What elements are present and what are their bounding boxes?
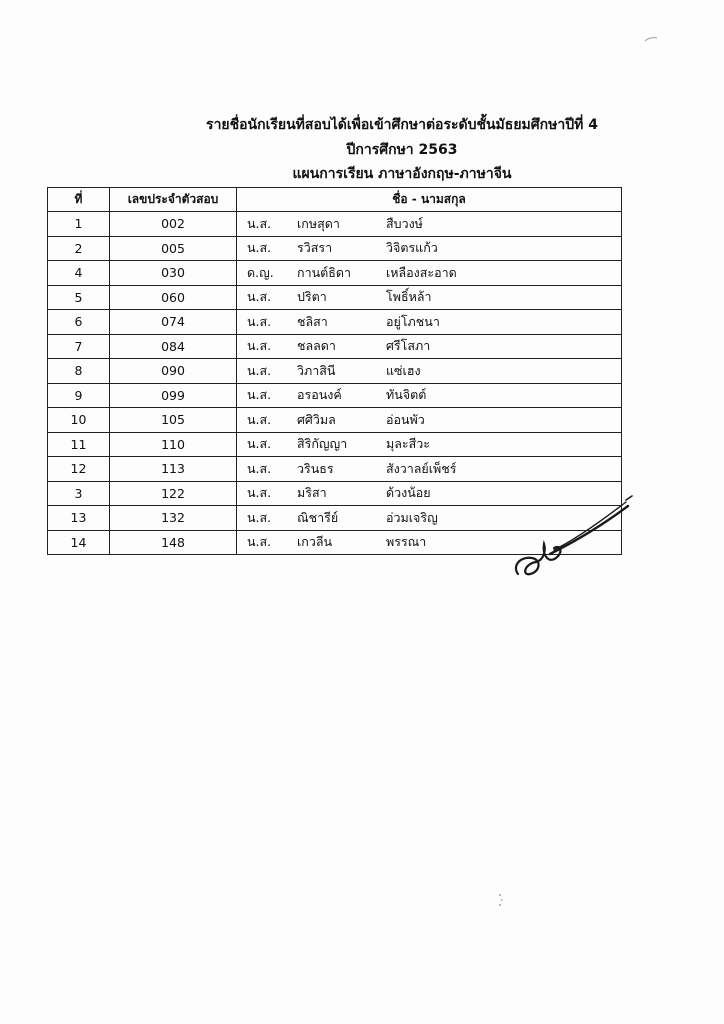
- document-title: รายชื่อนักเรียนที่สอบได้เพื่อเข้าศึกษาต่อระดับชั้นมัธยมศึกษาปีที่ 4: [206, 117, 598, 133]
- last-name: โพธิ์หล้า: [386, 289, 432, 305]
- name-parts: [237, 361, 621, 381]
- cell-exam-id: 148: [110, 530, 237, 555]
- cell-no: 12: [48, 457, 110, 482]
- last-name: มุละสีวะ: [386, 436, 430, 452]
- cell-no: 8: [48, 359, 110, 384]
- table-header-row: [48, 188, 622, 212]
- cell-no: 11: [48, 432, 110, 457]
- name-parts: [237, 434, 621, 454]
- last-name: อยู่โภชนา: [386, 313, 440, 329]
- name-prefix: น.ส.: [247, 313, 272, 329]
- cell-exam-id: 090: [110, 359, 237, 384]
- cell-full-name: [237, 334, 622, 359]
- scan-mark-icon: [644, 36, 658, 42]
- table-row: [48, 310, 622, 335]
- first-name: อรอนงค์: [297, 387, 342, 403]
- cell-exam-id: 113: [110, 457, 237, 482]
- table-row: [48, 408, 622, 433]
- table-row: [48, 334, 622, 359]
- name-parts: [237, 238, 621, 258]
- name-prefix: น.ส.: [247, 509, 272, 525]
- last-name: วิจิตรแก้ว: [386, 240, 438, 256]
- cell-full-name: [237, 261, 622, 286]
- name-prefix: ด.ญ.: [247, 264, 274, 280]
- name-prefix: น.ส.: [247, 215, 272, 231]
- last-name: อ่วมเจริญ: [386, 509, 438, 525]
- header-no: ที่: [48, 188, 110, 212]
- name-prefix: น.ส.: [247, 460, 272, 476]
- cell-no: 1: [48, 212, 110, 237]
- cell-no: 7: [48, 334, 110, 359]
- last-name: สืบวงษ์: [386, 215, 423, 231]
- name-prefix: น.ส.: [247, 534, 272, 550]
- first-name: ชลิสา: [297, 313, 328, 329]
- cell-no: 2: [48, 236, 110, 261]
- name-parts: [237, 410, 621, 430]
- cell-exam-id: 030: [110, 261, 237, 286]
- table-row: [48, 457, 622, 482]
- cell-full-name: [237, 457, 622, 482]
- cell-full-name: [237, 383, 622, 408]
- first-name: วิภาสินี: [297, 362, 336, 378]
- last-name: ทันจิตต์: [386, 387, 427, 403]
- cell-no: 6: [48, 310, 110, 335]
- cell-exam-id: 005: [110, 236, 237, 261]
- last-name: ด้วงน้อย: [386, 485, 431, 501]
- scan-speck-icon: [497, 893, 505, 907]
- table-row: [48, 236, 622, 261]
- cell-exam-id: 002: [110, 212, 237, 237]
- first-name: เกษสุดา: [297, 215, 340, 231]
- name-parts: [237, 263, 621, 283]
- last-name: พรรณา: [386, 534, 427, 550]
- last-name: อ่อนพัว: [386, 411, 425, 427]
- table-row: [48, 261, 622, 286]
- last-name: แซ่เฮง: [386, 362, 421, 378]
- first-name: มริสา: [297, 485, 327, 501]
- name-prefix: น.ส.: [247, 362, 272, 378]
- first-name: กานต์ธิดา: [297, 264, 352, 280]
- cell-no: 5: [48, 285, 110, 310]
- cell-exam-id: 110: [110, 432, 237, 457]
- cell-no: 4: [48, 261, 110, 286]
- first-name: สิริกัญญา: [297, 436, 348, 452]
- name-parts: [237, 459, 621, 479]
- cell-exam-id: 084: [110, 334, 237, 359]
- study-program: แผนการเรียน ภาษาอังกฤษ-ภาษาจีน: [292, 166, 512, 182]
- name-prefix: น.ส.: [247, 240, 272, 256]
- first-name: ศศิวิมล: [297, 411, 336, 427]
- cell-exam-id: 132: [110, 506, 237, 531]
- name-prefix: น.ส.: [247, 485, 272, 501]
- cell-exam-id: 060: [110, 285, 237, 310]
- table-row: [48, 359, 622, 384]
- name-prefix: น.ส.: [247, 387, 272, 403]
- table-row: [48, 285, 622, 310]
- table-row: [48, 212, 622, 237]
- first-name: ปริตา: [297, 289, 327, 305]
- cell-full-name: [237, 408, 622, 433]
- name-parts: [237, 336, 621, 356]
- name-parts: [237, 385, 621, 405]
- cell-full-name: [237, 285, 622, 310]
- header-full-name: ชื่อ - นามสกุล: [237, 188, 622, 212]
- first-name: ชลลดา: [297, 338, 336, 354]
- cell-full-name: [237, 236, 622, 261]
- first-name: เกวลีน: [297, 534, 333, 550]
- header-exam-id: เลขประจำตัวสอบ: [110, 188, 237, 212]
- cell-full-name: [237, 359, 622, 384]
- cell-no: 10: [48, 408, 110, 433]
- name-parts: [237, 287, 621, 307]
- cell-full-name: [237, 212, 622, 237]
- name-prefix: น.ส.: [247, 411, 272, 427]
- academic-year: ปีการศึกษา 2563: [346, 142, 458, 158]
- name-parts: [237, 214, 621, 234]
- last-name: เหลืองสะอาด: [386, 264, 457, 280]
- cell-no: 14: [48, 530, 110, 555]
- cell-no: 13: [48, 506, 110, 531]
- cell-full-name: [237, 432, 622, 457]
- cell-full-name: [237, 310, 622, 335]
- table-row: [48, 383, 622, 408]
- name-prefix: น.ส.: [247, 436, 272, 452]
- cell-exam-id: 105: [110, 408, 237, 433]
- table-row: [48, 432, 622, 457]
- name-prefix: น.ส.: [247, 338, 272, 354]
- cell-no: 9: [48, 383, 110, 408]
- signature-icon: [510, 492, 638, 582]
- last-name: ศรีโสภา: [386, 338, 431, 354]
- cell-no: 3: [48, 481, 110, 506]
- first-name: ณิชารีย์: [297, 509, 339, 525]
- cell-exam-id: 099: [110, 383, 237, 408]
- name-prefix: น.ส.: [247, 289, 272, 305]
- cell-exam-id: 122: [110, 481, 237, 506]
- name-parts: [237, 312, 621, 332]
- last-name: สังวาลย์เพ็ชร์: [386, 460, 457, 476]
- first-name: รวิสรา: [297, 240, 333, 256]
- cell-exam-id: 074: [110, 310, 237, 335]
- first-name: วรินธร: [297, 460, 334, 476]
